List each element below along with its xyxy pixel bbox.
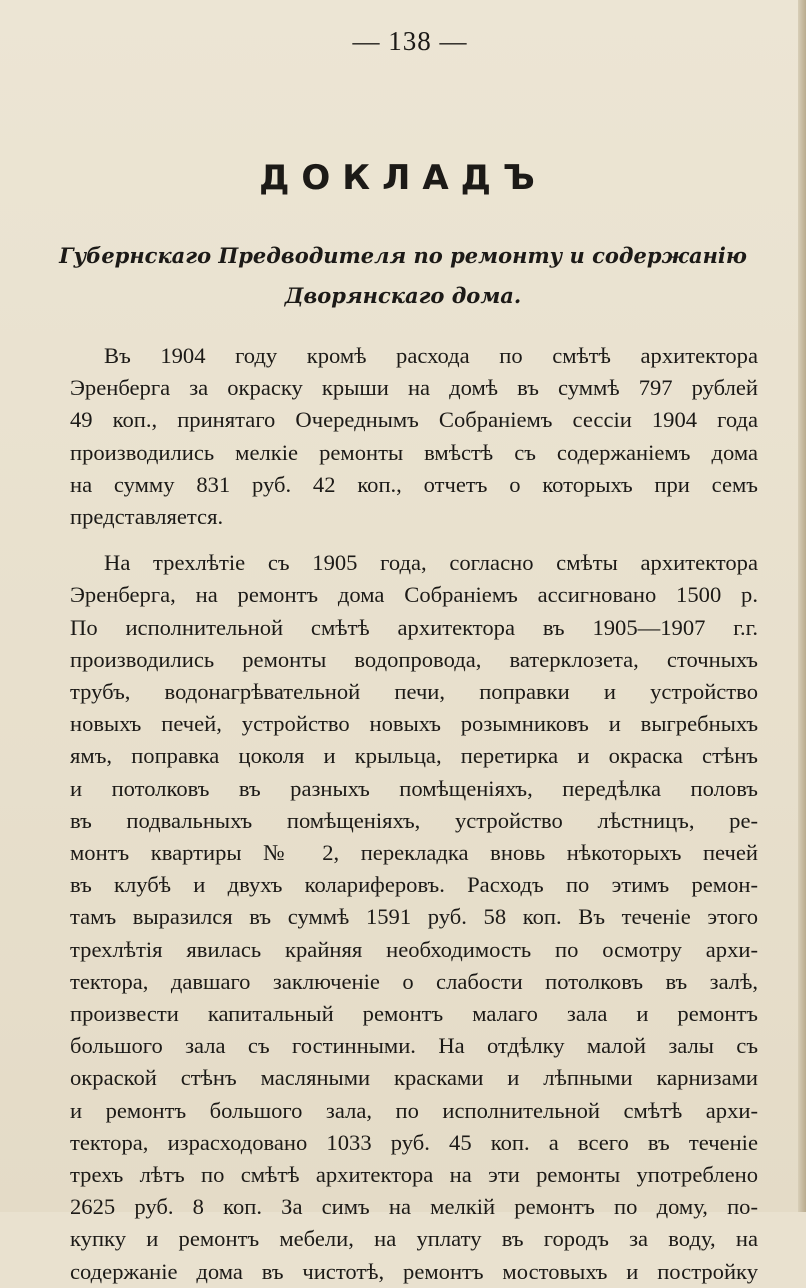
paragraph-1 [70, 340, 758, 533]
text-line: и ремонтъ большого зала, по исполнительной смѣтѣ архи- [70, 1097, 758, 1123]
text-line: По исполнительной смѣтѣ архитектора въ 1905—1907 г.г. [70, 614, 758, 640]
text-line: производились ремонты водопровода, ватерклозета, сточныхъ [70, 646, 758, 672]
subtitle-line-1: Губернскаго Предводителя по ремонту и содержанію [59, 243, 747, 268]
text-line: Въ 1904 году кромѣ расхода по смѣтѣ архитектора [104, 343, 758, 368]
text-line: трубъ, водонагрѣвательной печи, поправки и устройство [70, 679, 758, 705]
text-line: Эренберга, на ремонтъ дома Собраніемъ ассигновано 1500 р. [70, 582, 758, 608]
text-line: трехлѣтія явилась крайняя необходимость по осмотру архи- [70, 936, 758, 962]
text-line: на сумму 831 руб. 42 коп., отчетъ о которыхъ при семъ [70, 471, 758, 497]
text-line: окраской стѣнъ масляными красками и лѣпными карнизами [70, 1065, 758, 1091]
body-text [70, 340, 758, 1288]
subtitle-line-2: Дворянскаго дома. [284, 283, 522, 308]
text-line: Эренберга за окраску крыши на домѣ въ суммѣ 797 рублей [70, 375, 758, 401]
text-line: и потолковъ въ разныхъ помѣщеніяхъ, передѣлка половъ [70, 775, 758, 801]
text-line: тектора, давшаго заключеніе о слабости потолковъ въ залѣ, [70, 968, 758, 994]
text-line: трехъ лѣтъ по смѣтѣ архитектора на эти ремонты употреблено [70, 1162, 758, 1188]
text-line: 2625 руб. 8 коп. За симъ на мелкій ремонтъ по дому, по- [70, 1194, 758, 1220]
text-line: ямъ, поправка цоколя и крыльца, перетирка и окраска стѣнъ [70, 743, 758, 769]
text-line: большого зала съ гостинными. На отдѣлку малой залы съ [70, 1033, 758, 1059]
text-line: произвести капитальный ремонтъ малаго зала и ремонтъ [70, 1001, 758, 1027]
text-line: содержаніе дома въ чистотѣ, ремонтъ мостовыхъ и постройку [70, 1258, 758, 1284]
document-title: ДОКЛАДЪ [259, 158, 547, 198]
text-line: въ клубѣ и двухъ колариферовъ. Расходъ по этимъ ремон- [70, 872, 758, 898]
text-line: производились мелкіе ремонты вмѣстѣ съ содержаніемъ дома [70, 439, 758, 465]
text-line: представляется. [70, 504, 224, 530]
text-line: тамъ выразился въ суммѣ 1591 руб. 58 коп. Въ теченіе этого [70, 904, 758, 930]
text-line: въ подвальныхъ помѣщеніяхъ, устройство лѣстницъ, ре- [70, 807, 758, 833]
paragraph-2 [70, 547, 758, 1288]
text-line: тектора, израсходовано 1033 руб. 45 коп. а всего въ теченіе [70, 1129, 758, 1155]
text-line: На трехлѣтіе съ 1905 года, согласно смѣты архитектора [104, 550, 758, 576]
text-line: купку и ремонтъ мебели, на уплату въ городъ за воду, на [70, 1226, 758, 1252]
text-line: 49 коп., принятаго Очереднымъ Собраніемъ сессіи 1904 года [70, 407, 758, 433]
page-number: — 138 — [352, 26, 468, 56]
text-line: монтъ квартиры № 2, перекладка вновь нѣкоторыхъ печей [70, 840, 758, 866]
text-line: новыхъ печей, устройство новыхъ розымниковъ и выгребныхъ [70, 711, 758, 737]
